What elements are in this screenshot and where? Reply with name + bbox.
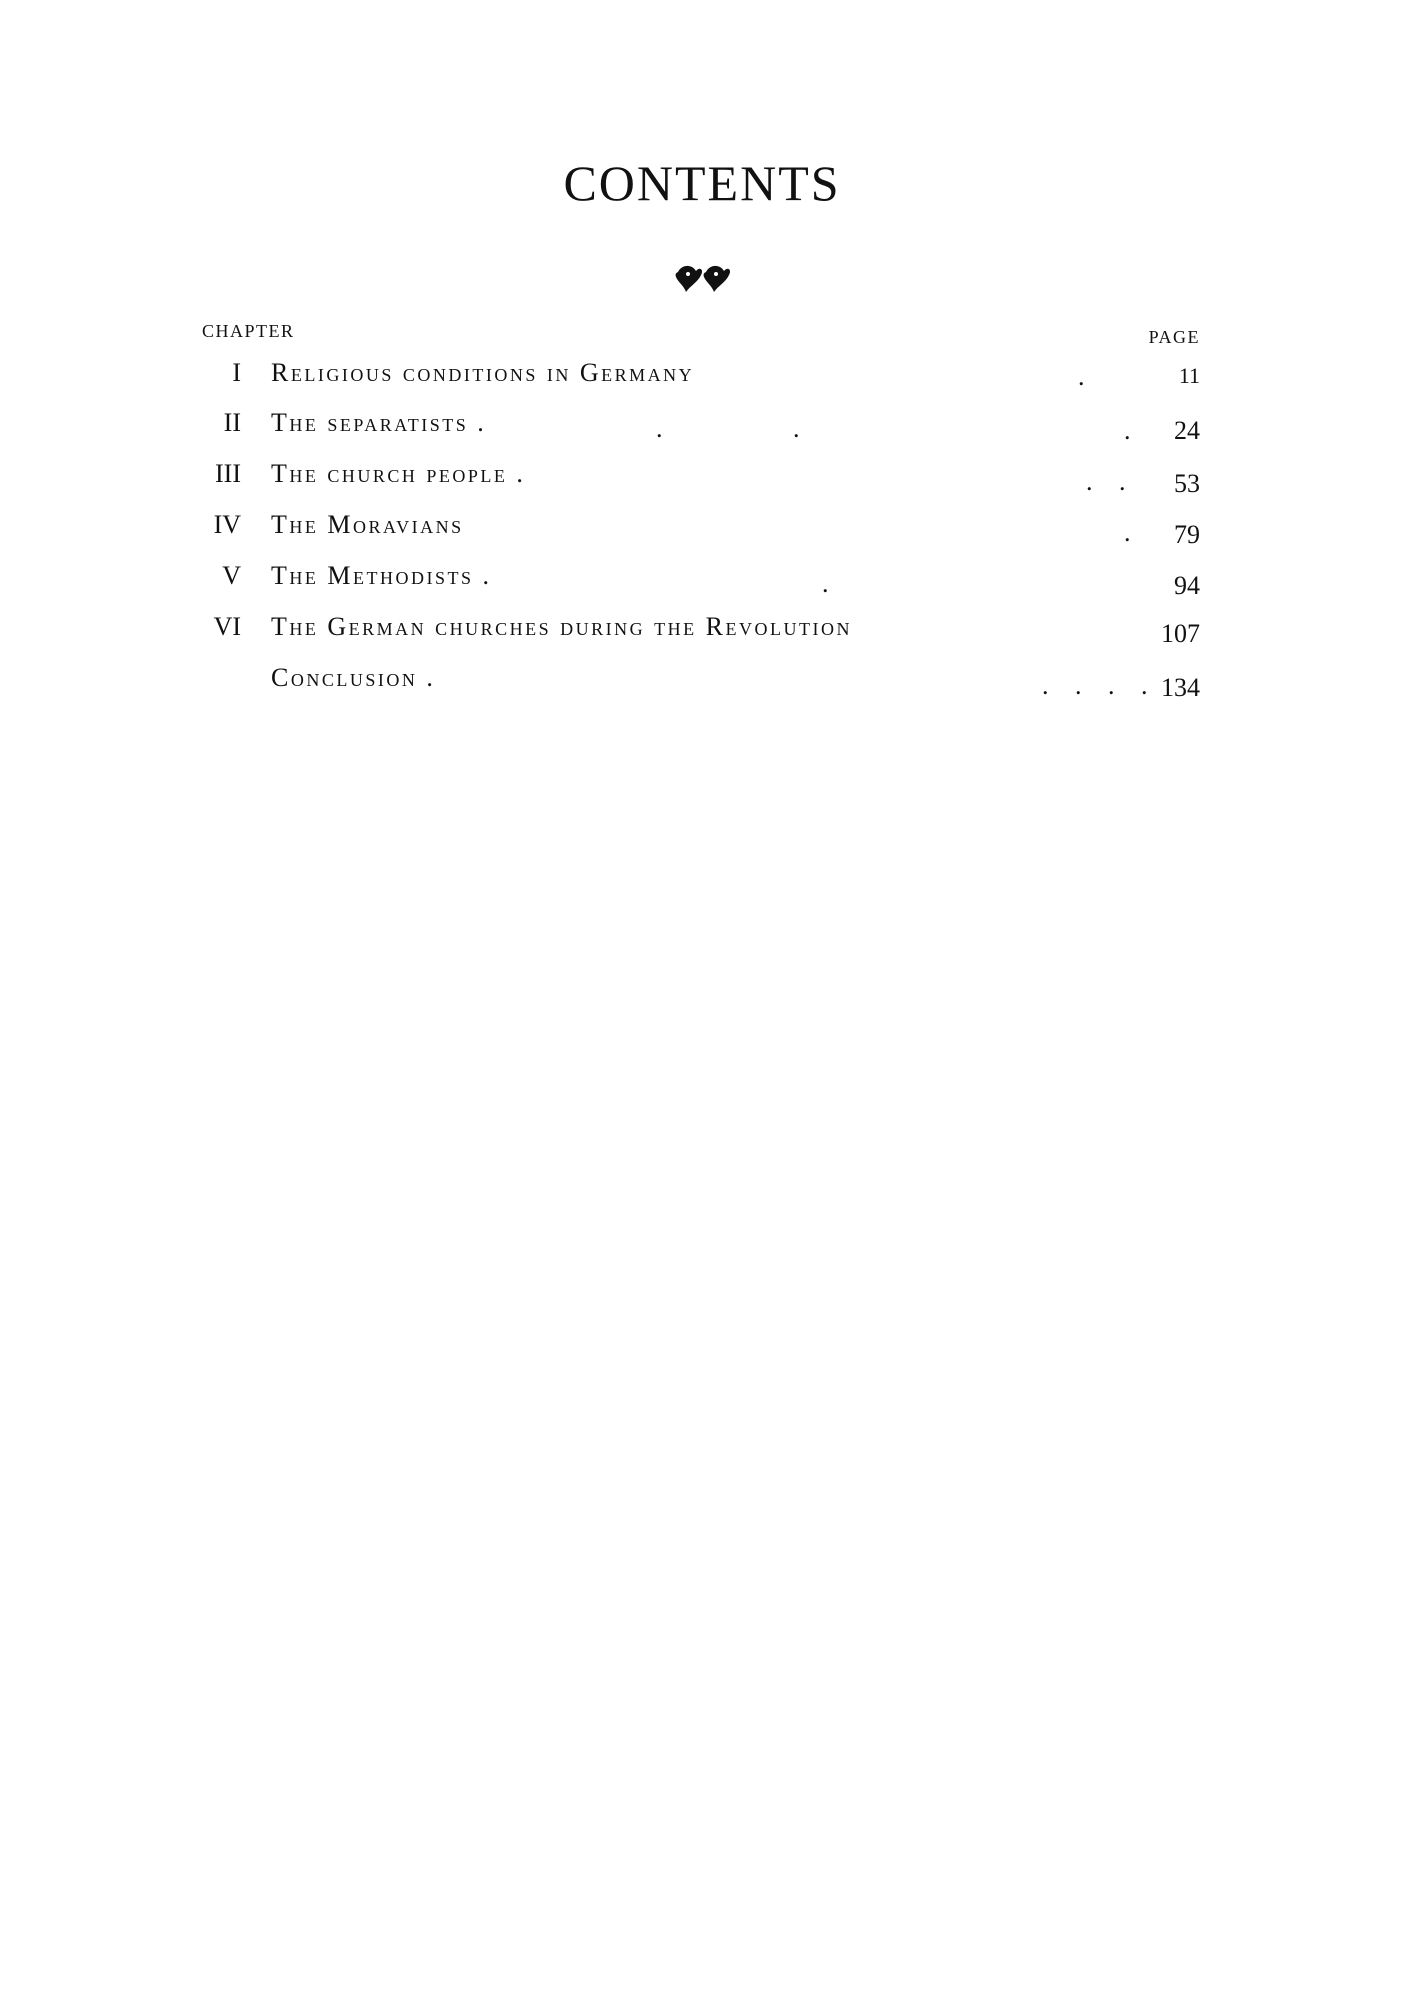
toc-entry-4[interactable] [0, 512, 1404, 552]
toc-entry-1[interactable] [0, 360, 1404, 400]
chapter-numeral: III [215, 459, 241, 488]
chapter-numeral: V [222, 561, 241, 590]
toc-entry-conclusion[interactable] [0, 665, 1404, 705]
chapter-numeral: I [232, 358, 241, 387]
chapter-title: The church people . [271, 459, 526, 488]
chapter-title: Religious conditions in Germany [271, 358, 695, 387]
chapter-title: The separatists . [271, 408, 487, 437]
chapter-title: Conclusion . [271, 663, 436, 692]
chapter-numeral: VI [213, 612, 241, 641]
dot-leader: . [793, 414, 810, 443]
page-title: CONTENTS [563, 155, 841, 211]
page-number: 24 [1174, 416, 1200, 445]
page-number: 94 [1174, 571, 1200, 600]
chapter-title: The Moravians [271, 510, 464, 539]
page-number: 79 [1174, 520, 1200, 549]
page-number: 11 [1178, 363, 1200, 388]
dot-leader: . [1124, 416, 1141, 445]
dot-leader: . [1124, 518, 1141, 547]
chapter-title: The Methodists . [271, 561, 492, 590]
toc-entry-6[interactable] [0, 614, 1404, 654]
chapter-column-header: CHAPTER [202, 321, 295, 341]
chapter-title: The German churches during the Revolution [271, 612, 852, 641]
dot-leader: . [1078, 362, 1095, 391]
page-number: 107 [1161, 619, 1200, 648]
page-column-header: PAGE [1148, 327, 1200, 347]
toc-entry-3[interactable] [0, 461, 1404, 501]
toc-entry-5[interactable] [0, 563, 1404, 603]
dot-leader: . [656, 414, 673, 443]
toc-entry-2[interactable] [0, 410, 1404, 450]
dot-leader: . . [1086, 467, 1136, 496]
dot-leader: . [822, 569, 839, 598]
page-number: 53 [1174, 469, 1200, 498]
leaf-ornament-icon [672, 262, 734, 294]
dot-leader: . . . . [1042, 671, 1158, 700]
chapter-numeral: IV [213, 510, 241, 539]
page-number: 134 [1161, 673, 1200, 702]
chapter-numeral: II [223, 408, 241, 437]
